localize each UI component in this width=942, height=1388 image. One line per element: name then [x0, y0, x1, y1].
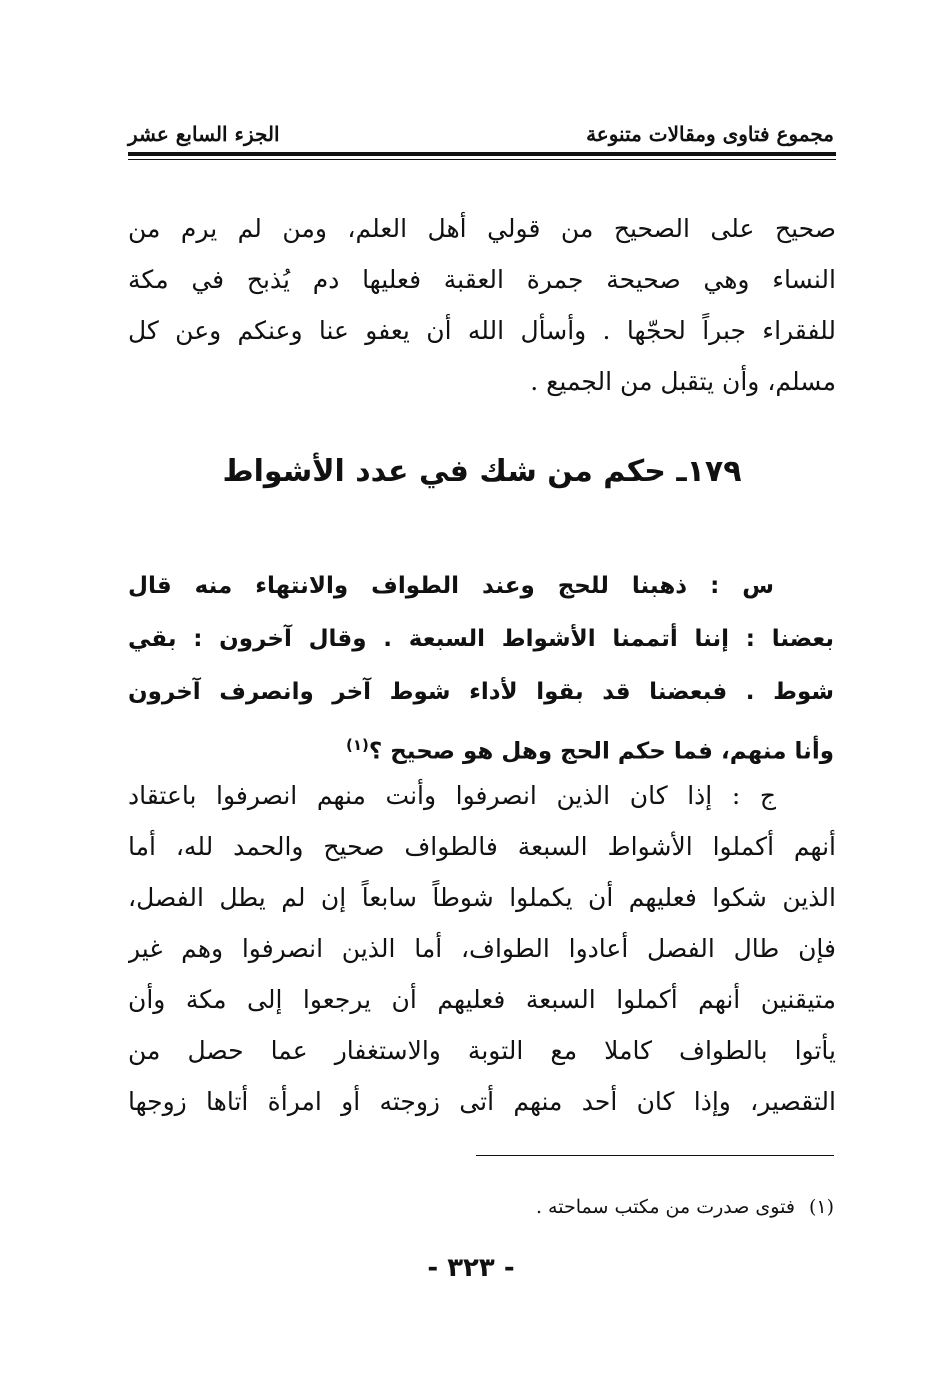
answer-line: الذين شكوا فعليهم أن يكملوا شوطاً سابعاً إن لم يطل الفصل،: [128, 883, 836, 912]
intro-line: النساء وهي صحيحة جمرة العقبة فعليها دم يُذبح في مكة: [128, 265, 836, 294]
answer-line: فإن طال الفصل أعادوا الطواف، أما الذين انصرفوا وهم غير: [128, 934, 836, 963]
answer-line: ج : إذا كان الذين انصرفوا وأنت منهم انصرفوا باعتقاد: [128, 781, 776, 810]
question-line: س : ذهبنا للحج وعند الطواف والانتهاء منه قال: [128, 573, 774, 599]
answer-line: يأتوا بالطواف كاملا مع التوبة والاستغفار عما حصل من: [128, 1036, 836, 1065]
intro-line: صحيح على الصحيح من قولي أهل العلم، ومن لم يرم من: [128, 214, 836, 243]
question-line-last: [128, 719, 834, 772]
intro-paragraph: [128, 203, 836, 407]
header-rule-thin: [128, 159, 836, 160]
question-text: وأنا منهم، فما حكم الحج وهل هو صحيح ؟: [368, 738, 834, 765]
intro-line: للفقراء جبراً لحجّها . وأسأل الله أن يعفو عنا وعنكم وعن كل: [128, 316, 836, 345]
footnote-separator: [476, 1155, 834, 1156]
footnote: [300, 1192, 834, 1222]
question-block: [128, 560, 834, 772]
page-number: - ٣٢٣ -: [427, 1253, 515, 1283]
answer-block: [128, 770, 836, 1127]
footnote-reference[interactable]: (١): [346, 736, 369, 754]
answer-line: متيقنين أنهم أكملوا السبعة فعليهم أن يرجعوا إلى مكة وأن: [128, 985, 836, 1014]
question-line: بعضنا : إننا أتممنا الأشواط السبعة . وقال آخرون : بقي: [128, 626, 834, 652]
footnote-text: فتوى صدرت من مكتب سماحته .: [535, 1196, 795, 1218]
section-title: ١٧٩ـ حكم من شك في عدد الأشواط: [222, 454, 742, 489]
header-rule-thick: [128, 152, 836, 156]
book-title: مجموع فتاوى ومقالات متنوعة: [586, 122, 834, 146]
answer-line: أنهم أكملوا الأشواط السبعة فالطواف صحيح والحمد لله، أما: [128, 832, 836, 861]
footnote-number: (١): [808, 1196, 834, 1218]
question-line: شوط . فبعضنا قد بقوا لأداء شوط آخر وانصرف آخرون: [128, 679, 834, 705]
intro-line: مسلم، وأن يتقبل من الجميع .: [530, 367, 836, 396]
volume-label: الجزء السابع عشر: [128, 122, 280, 146]
answer-line: التقصير، وإذا كان أحد منهم أتى زوجته أو امرأة أتاها زوجها: [128, 1087, 836, 1116]
running-header: [128, 116, 834, 152]
